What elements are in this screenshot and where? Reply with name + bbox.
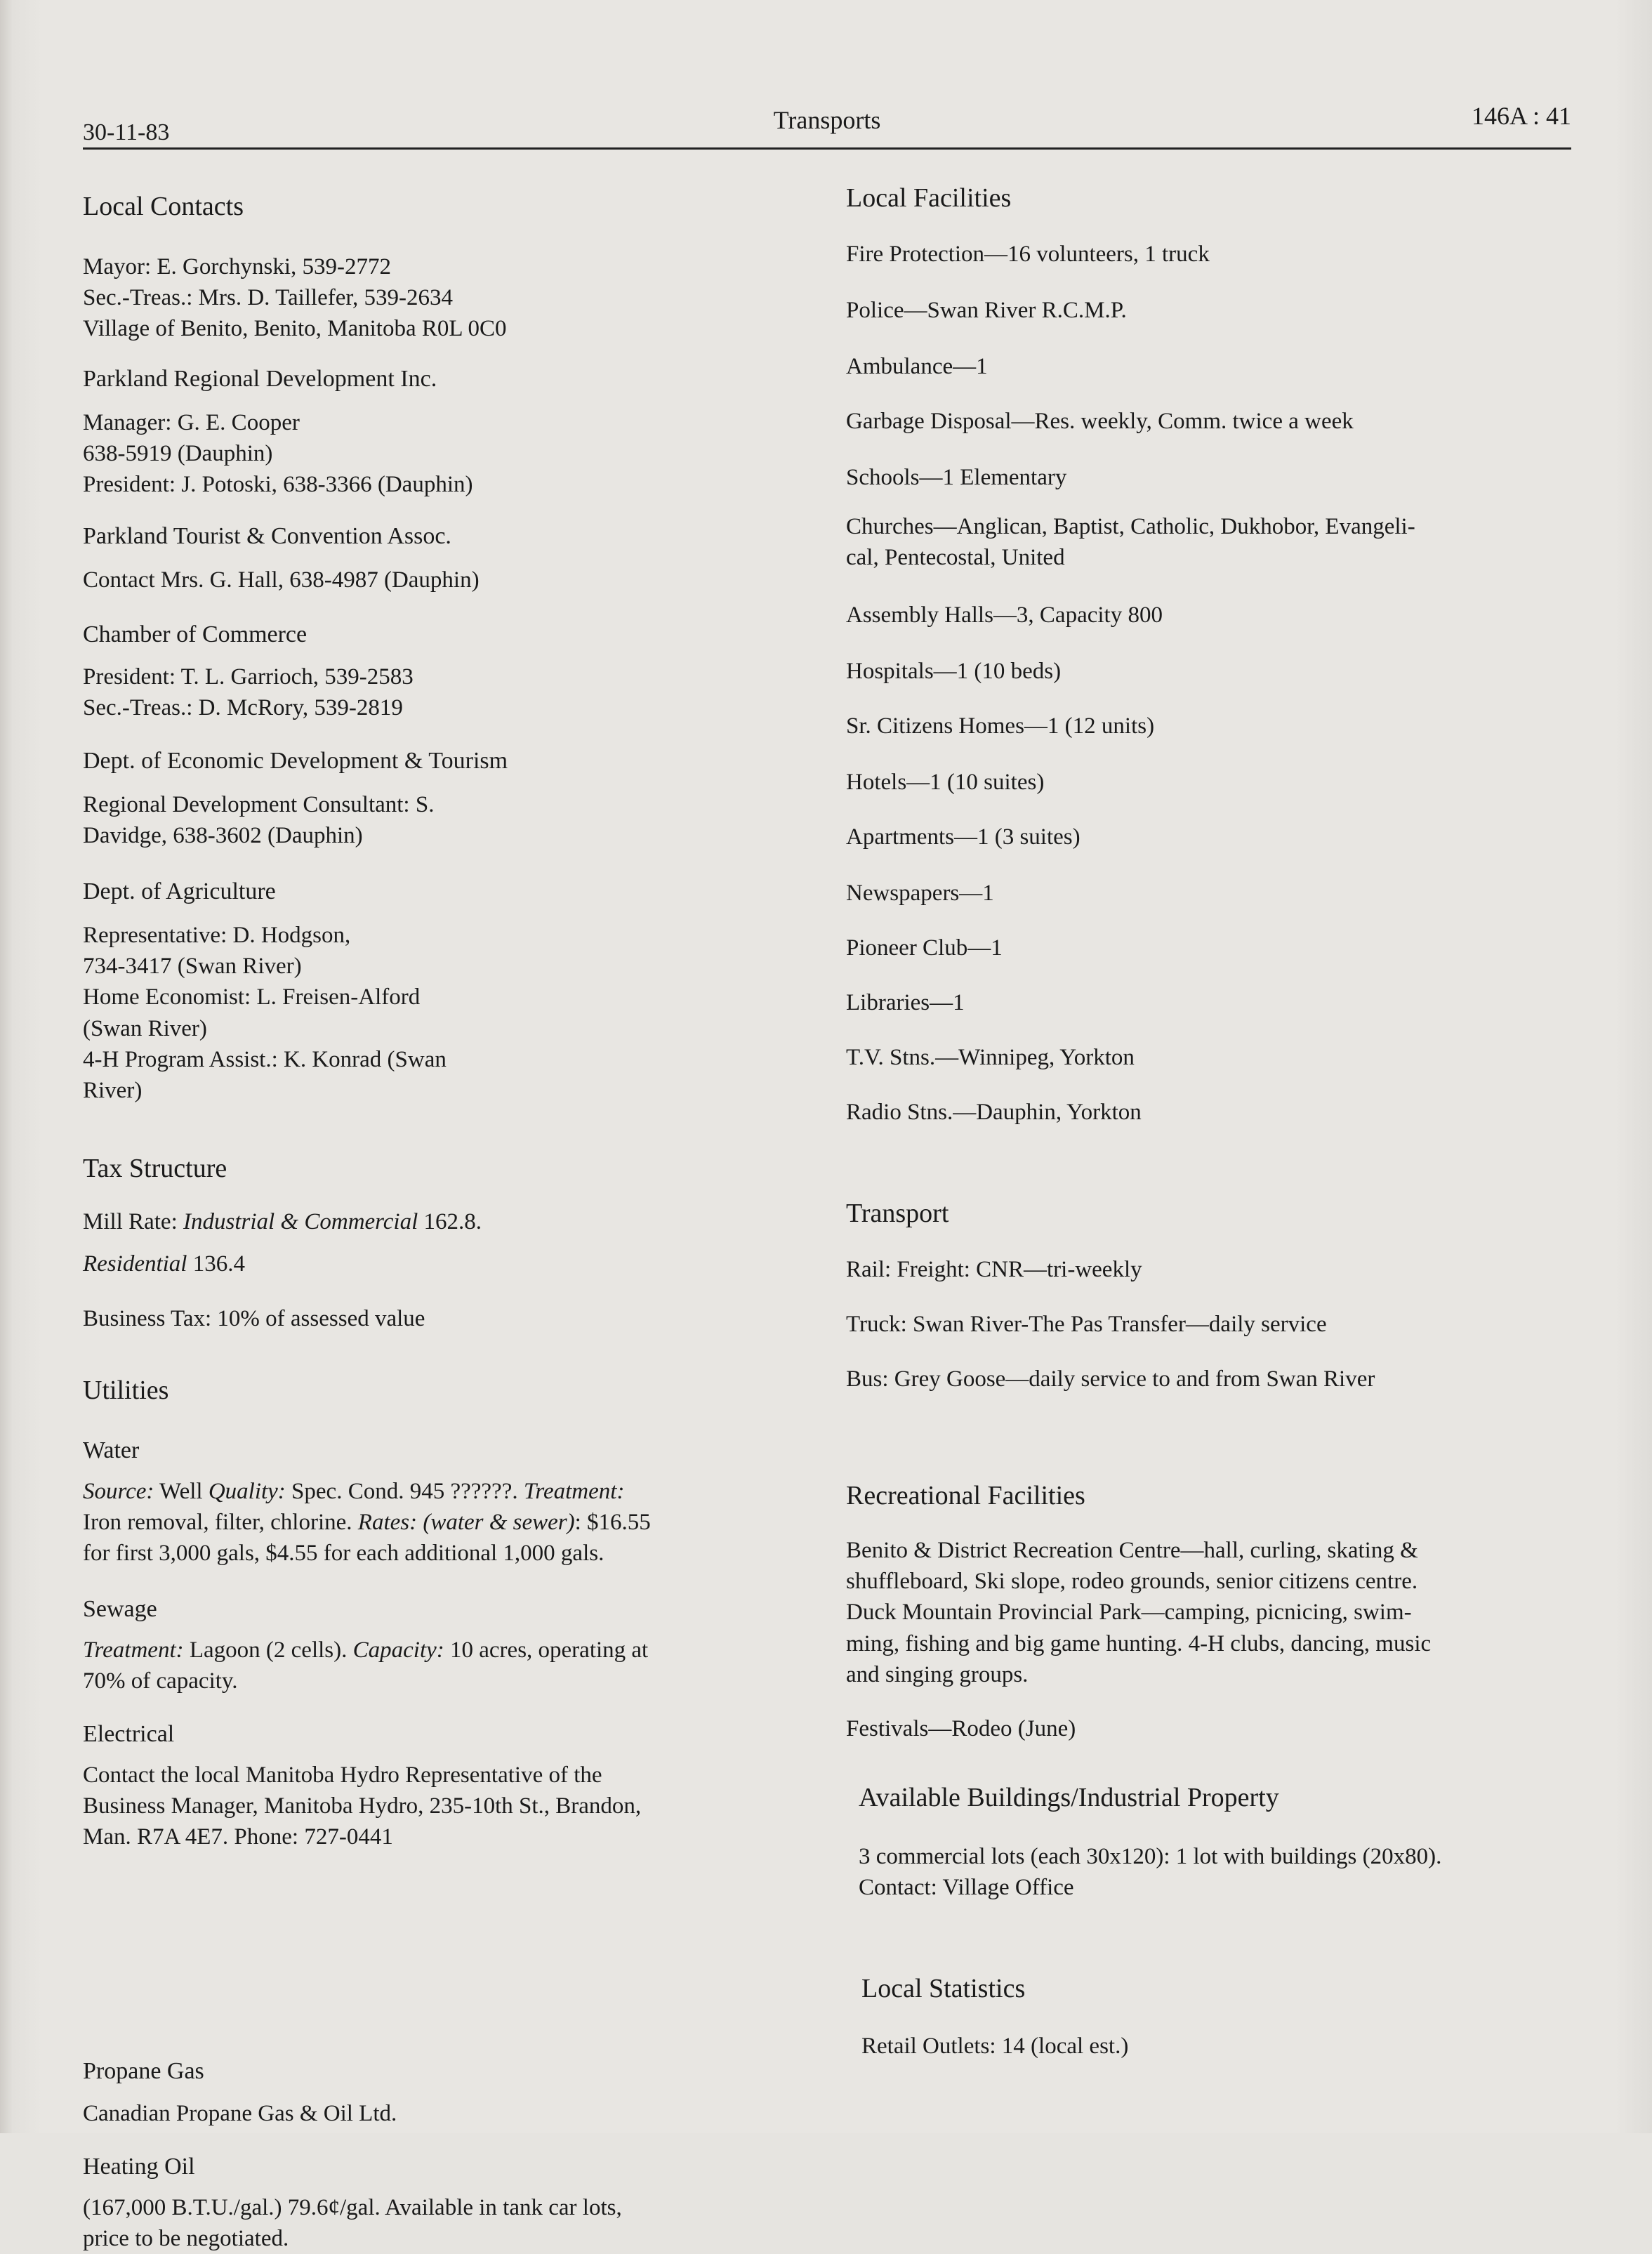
sewage-capacity: 10 acres, operating at: [444, 1637, 649, 1663]
agri-block: [83, 876, 827, 907]
sewage-title: Sewage: [83, 1596, 157, 1622]
pioneer-item: [846, 932, 1590, 963]
propane-details: [83, 2098, 827, 2129]
recreation-line-2: shuffleboard, Ski slope, rodeo grounds, senior citizens centre.: [846, 1569, 1418, 1595]
electrical-details: [83, 1760, 827, 1853]
newspapers-line: Newspapers—1: [846, 881, 994, 906]
apartments-item: [846, 822, 1590, 852]
agri-line-3: Home Economist: L. Freisen-Alford: [83, 984, 421, 1010]
pioneer-club-line: Pioneer Club—1: [846, 935, 1003, 961]
police-item: [846, 295, 1590, 326]
electrical-line-1: Contact the local Manitoba Hydro Representative of the: [83, 1762, 602, 1788]
water-treatment: Iron removal, filter, chlorine.: [83, 1510, 358, 1536]
coc-details: [83, 661, 827, 723]
radio-item: [846, 1097, 1590, 1128]
water-treatment-label: Treatment:: [523, 1479, 625, 1504]
prdi-manager-line: Manager: G. E. Cooper: [83, 410, 300, 435]
rail-item: [846, 1254, 1590, 1285]
recreation-line-3: Duck Mountain Provincial Park—camping, picnicing, swim-: [846, 1600, 1412, 1626]
fire-item: [846, 239, 1590, 270]
buildings-section: [859, 1782, 1603, 1814]
churches-line-2: cal, Pentecostal, United: [846, 545, 1065, 571]
mill-rate-value: 162.8.: [418, 1209, 482, 1234]
propane-line: Canadian Propane Gas & Oil Ltd.: [83, 2101, 397, 2126]
local-facilities-section: [846, 183, 1590, 215]
header-title: Transports: [773, 106, 881, 134]
business-tax-block: [83, 1303, 827, 1334]
water-details: [83, 1476, 827, 1569]
tv-stations-line: T.V. Stns.—Winnipeg, Yorkton: [846, 1045, 1135, 1070]
village-line: Village of Benito, Benito, Manitoba R0L 0C0: [83, 316, 507, 342]
recreation-line-1: Benito & District Recreation Centre—hall, curling, skating &: [846, 1538, 1418, 1563]
hospitals-item: [846, 656, 1590, 687]
hotels-item: [846, 767, 1590, 798]
prdi-block: [83, 364, 827, 395]
mayor-line: Mayor: E. Gorchynski, 539-2772: [83, 254, 392, 279]
transport-heading: Transport: [846, 1199, 949, 1228]
residential-line: [83, 1248, 827, 1279]
libraries-item: [846, 987, 1590, 1018]
bus-item: [846, 1364, 1590, 1395]
buildings-details: [859, 1841, 1603, 1903]
ptca-contact-line: Contact Mrs. G. Hall, 638-4987 (Dauphin): [83, 567, 480, 593]
agri-line-2: 734-3417 (Swan River): [83, 954, 302, 980]
prdi-president-line: President: J. Potoski, 638-3366 (Dauphin): [83, 472, 473, 498]
agri-line-1: Representative: D. Hodgson,: [83, 923, 351, 948]
heating-oil-details: [83, 2192, 827, 2254]
churches-item: [846, 511, 1590, 573]
tax-structure-section: [83, 1153, 827, 1185]
water-block: [83, 1435, 827, 1466]
residential-label: Residential: [83, 1251, 187, 1277]
sewage-treatment: Lagoon (2 cells).: [183, 1637, 353, 1663]
water-rates-label: Rates: (water & sewer): [357, 1510, 575, 1536]
residential-line-block: [83, 1248, 827, 1279]
festivals-item: [846, 1713, 1590, 1744]
seniors-item: [846, 711, 1590, 742]
recreation-heading: Recreational Facilities: [846, 1481, 1085, 1510]
heating-oil-title: Heating Oil: [83, 2154, 195, 2180]
assembly-item: [846, 600, 1590, 631]
truck-item: [846, 1309, 1590, 1340]
agri-title: Dept. of Agriculture: [83, 878, 276, 904]
libraries-line: Libraries—1: [846, 990, 965, 1015]
ptca-block: [83, 521, 827, 552]
recreation-details: [846, 1535, 1590, 1690]
mayor-block: [83, 251, 827, 345]
buildings-line-1: 3 commercial lots (each 30x120): 1 lot with buildings (20x80).: [859, 1844, 1442, 1869]
recreation-section: [846, 1480, 1590, 1512]
agri-line-6: River): [83, 1078, 143, 1104]
dedt-line-1: Regional Development Consultant: S.: [83, 792, 435, 817]
prdi-title: Parkland Regional Development Inc.: [83, 366, 437, 392]
recreation-line-4: ming, fishing and big game hunting. 4-H clubs, dancing, music: [846, 1630, 1432, 1656]
prdi-details: [83, 407, 827, 501]
recreation-line-5: and singing groups.: [846, 1661, 1029, 1687]
coc-block: [83, 619, 827, 650]
residential-value: 136.4: [187, 1251, 245, 1277]
ambulance-line: Ambulance—1: [846, 354, 988, 379]
buildings-heading: Available Buildings/Industrial Property: [859, 1783, 1279, 1812]
sewage-block: [83, 1594, 827, 1625]
prdi-phone-line: 638-5919 (Dauphin): [83, 441, 273, 467]
sewage-treatment-label: Treatment:: [83, 1637, 184, 1663]
coc-title: Chamber of Commerce: [83, 621, 308, 647]
agri-line-4: (Swan River): [83, 1015, 207, 1041]
water-rates: : $16.55: [574, 1510, 651, 1536]
utilities-heading: Utilities: [83, 1376, 169, 1405]
apartments-line: Apartments—1 (3 suites): [846, 824, 1081, 850]
water-quality: Spec. Cond. 945 ??????.: [285, 1479, 524, 1504]
dedt-title: Dept. of Economic Development & Tourism: [83, 748, 508, 774]
tax-structure-heading: Tax Structure: [83, 1154, 227, 1183]
schools-line: Schools—1 Elementary: [846, 465, 1067, 490]
garbage-item: [846, 406, 1590, 437]
dedt-details: [83, 789, 827, 851]
business-tax-line: Business Tax: 10% of assessed value: [83, 1306, 425, 1331]
sewage-line-2: 70% of capacity.: [83, 1668, 238, 1694]
water-source-label: Source:: [83, 1479, 154, 1504]
water-source: Well: [154, 1479, 209, 1504]
statistics-details: [861, 2031, 1606, 2062]
local-facilities-heading: Local Facilities: [846, 183, 1012, 213]
heating-oil-line-1: (167,000 B.T.U./gal.) 79.6¢/gal. Available in tank car lots,: [83, 2195, 622, 2220]
mill-rate-line: [83, 1206, 827, 1237]
hotels-line: Hotels—1 (10 suites): [846, 770, 1045, 795]
transport-section: [846, 1198, 1590, 1230]
hospitals-line: Hospitals—1 (10 beds): [846, 659, 1062, 684]
mill-rate-category: Industrial & Commercial: [183, 1209, 418, 1234]
water-line-1: [83, 1476, 827, 1507]
mill-rate-prefix: Mill Rate:: [83, 1209, 183, 1234]
sewage-capacity-label: Capacity:: [352, 1637, 444, 1663]
bus-line: Bus: Grey Goose—daily service to and from Swan River: [846, 1366, 1375, 1392]
electrical-block: [83, 1719, 827, 1750]
coc-president-line: President: T. L. Garrioch, 539-2583: [83, 664, 414, 690]
sec-treas-line: Sec.-Treas.: Mrs. D. Taillefer, 539-2634: [83, 285, 454, 311]
agri-line-5: 4-H Program Assist.: K. Konrad (Swan: [83, 1046, 447, 1072]
police-line: Police—Swan River R.C.M.P.: [846, 298, 1127, 323]
water-line-2: [83, 1507, 827, 1538]
rail-line: Rail: Freight: CNR—tri-weekly: [846, 1257, 1142, 1282]
sewage-details: [83, 1635, 827, 1696]
water-title: Water: [83, 1437, 140, 1463]
festivals-line: Festivals—Rodeo (June): [846, 1716, 1076, 1741]
ptca-details: [83, 565, 827, 595]
dedt-block: [83, 746, 827, 777]
buildings-line-2: Contact: Village Office: [859, 1875, 1074, 1901]
electrical-line-2: Business Manager, Manitoba Hydro, 235-10th St., Brandon,: [83, 1793, 642, 1819]
heating-oil-line-2: price to be negotiated.: [83, 2226, 289, 2252]
electrical-title: Electrical: [83, 1721, 175, 1747]
statistics-heading: Local Statistics: [861, 1974, 1026, 2003]
seniors-homes-line: Sr. Citizens Homes—1 (12 units): [846, 713, 1155, 739]
electrical-line-3: Man. R7A 4E7. Phone: 727-0441: [83, 1824, 393, 1850]
tax-details: [83, 1206, 827, 1237]
retail-outlets-line: Retail Outlets: 14 (local est.): [861, 2034, 1129, 2059]
propane-title: Propane Gas: [83, 2058, 204, 2084]
local-contacts-heading: Local Contacts: [83, 192, 244, 221]
water-line-3: for first 3,000 gals, $4.55 for each additional 1,000 gals.: [83, 1541, 604, 1567]
assembly-halls-line: Assembly Halls—3, Capacity 800: [846, 602, 1163, 628]
newspapers-item: [846, 878, 1590, 909]
heating-oil-block: [83, 2151, 827, 2182]
tv-item: [846, 1042, 1590, 1073]
truck-line: Truck: Swan River-The Pas Transfer—daily service: [846, 1312, 1327, 1337]
sewage-line-1: [83, 1635, 827, 1666]
utilities-section: [83, 1375, 827, 1407]
water-quality-label: Quality:: [208, 1479, 286, 1504]
local-contacts-section: [83, 191, 827, 223]
propane-block: [83, 2056, 827, 2087]
fire-protection-line: Fire Protection—16 volunteers, 1 truck: [846, 242, 1210, 267]
statistics-section: [861, 1973, 1606, 2005]
radio-stations-line: Radio Stns.—Dauphin, Yorkton: [846, 1100, 1142, 1125]
agri-details: [83, 920, 827, 1106]
header-date: 30-11-83: [83, 119, 170, 145]
coc-sec-line: Sec.-Treas.: D. McRory, 539-2819: [83, 695, 403, 721]
garbage-line: Garbage Disposal—Res. weekly, Comm. twice a week: [846, 409, 1354, 434]
ptca-title: Parkland Tourist & Convention Assoc.: [83, 523, 451, 549]
churches-line-1: Churches—Anglican, Baptist, Catholic, Dukhobor, Evangeli-: [846, 514, 1415, 539]
page-header: [83, 98, 1571, 150]
schools-item: [846, 462, 1590, 493]
dedt-line-2: Davidge, 638-3602 (Dauphin): [83, 823, 363, 849]
ambulance-item: [846, 351, 1590, 382]
header-page-number: 146A : 41: [1471, 102, 1571, 130]
